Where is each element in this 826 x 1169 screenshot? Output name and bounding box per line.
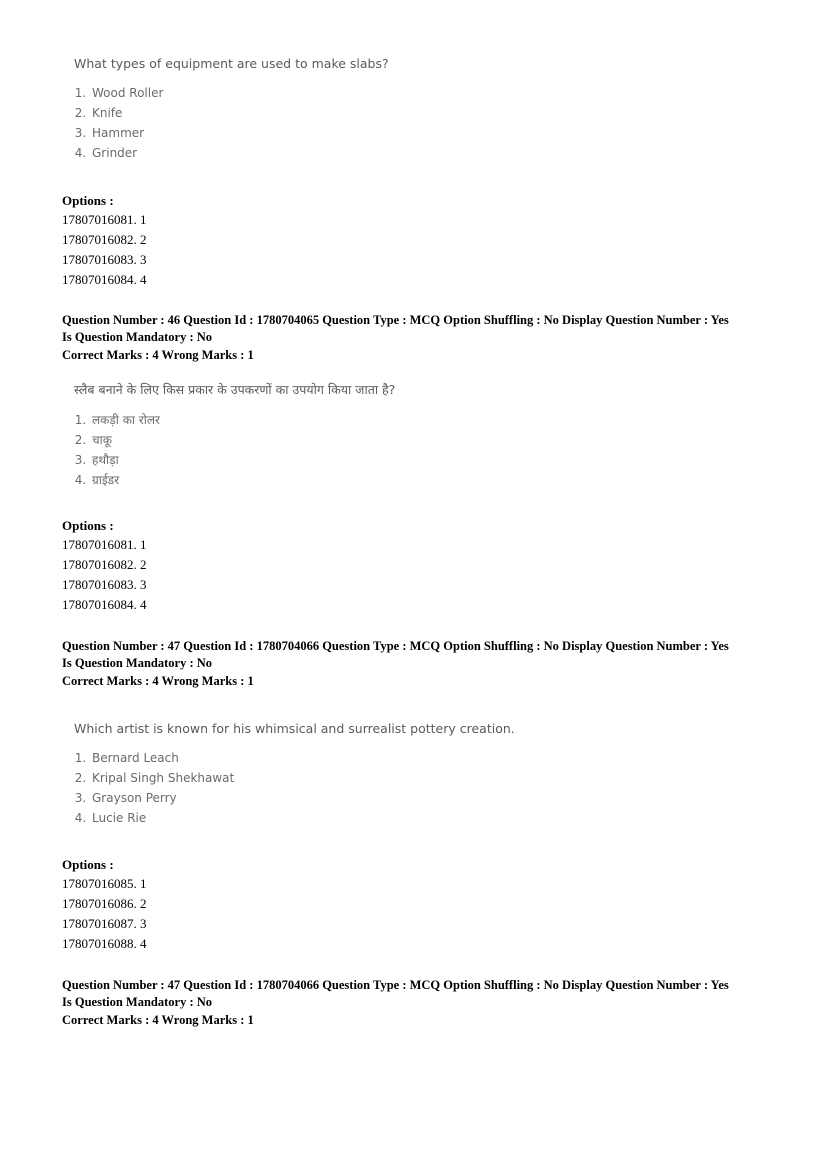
question-text: Which artist is known for his whimsical and surrealist pottery creation. [74, 721, 515, 736]
choice-list [74, 83, 389, 163]
question-meta-47-repeat [62, 977, 782, 1029]
option-row: 17807016088. 4 [62, 936, 147, 951]
choice-item: 1. लकड़ी का रोलर [90, 410, 395, 430]
question-text: स्लैब बनाने के लिए किस प्रकार के उपकरणों का उपयोग किया जाता है? [74, 382, 396, 397]
option-row: 17807016082. 2 [62, 557, 147, 572]
option-row: 17807016084. 4 [62, 597, 147, 612]
question-meta-47 [62, 638, 782, 690]
meta-line: Correct Marks : 4 Wrong Marks : 1 [62, 674, 254, 688]
option-row: 17807016087. 3 [62, 916, 147, 931]
options-heading: Options : [62, 193, 114, 208]
option-row: 17807016081. 1 [62, 212, 147, 227]
options-block [62, 516, 147, 615]
choice-item: 2. Kripal Singh Shekhawat [90, 768, 515, 788]
option-row: 17807016081. 1 [62, 537, 147, 552]
question-image-artist [74, 721, 515, 828]
meta-line: Question Number : 47 Question Id : 1780704066 Question Type : MCQ Option Shuffling : No Display Question Number : Yes [62, 639, 729, 653]
meta-line: Question Number : 46 Question Id : 1780704065 Question Type : MCQ Option Shuffling : No Display Question Number : Yes [62, 313, 729, 327]
choice-item: 4. Lucie Rie [90, 808, 515, 828]
choice-item: 1. Wood Roller [90, 83, 389, 103]
option-row: 17807016085. 1 [62, 876, 147, 891]
choice-list [74, 410, 395, 490]
question-meta-46 [62, 312, 782, 364]
choice-item: 3. हथौड़ा [90, 450, 395, 470]
option-row: 17807016082. 2 [62, 232, 147, 247]
choice-item: 1. Bernard Leach [90, 748, 515, 768]
choice-item: 3. Grayson Perry [90, 788, 515, 808]
choice-item: 2. चाकू [90, 430, 395, 450]
meta-line: Is Question Mandatory : No [62, 656, 213, 670]
option-row: 17807016083. 3 [62, 252, 147, 267]
options-heading: Options : [62, 857, 114, 872]
option-row: 17807016083. 3 [62, 577, 147, 592]
choice-item: 3. Hammer [90, 123, 389, 143]
options-heading: Options : [62, 518, 114, 533]
option-row: 17807016084. 4 [62, 272, 147, 287]
meta-line: Correct Marks : 4 Wrong Marks : 1 [62, 1013, 254, 1027]
meta-line: Is Question Mandatory : No [62, 330, 213, 344]
choice-item: 4. Grinder [90, 143, 389, 163]
meta-line: Is Question Mandatory : No [62, 995, 213, 1009]
option-row: 17807016086. 2 [62, 896, 147, 911]
question-text: What types of equipment are used to make slabs? [74, 56, 389, 71]
choice-item: 4. ग्राईडर [90, 470, 395, 490]
options-block [62, 191, 147, 290]
meta-line: Question Number : 47 Question Id : 1780704066 Question Type : MCQ Option Shuffling : No Display Question Number : Yes [62, 978, 729, 992]
question-image-hindi [74, 381, 395, 490]
options-block [62, 855, 147, 954]
question-image-equipment [74, 56, 389, 163]
choice-list [74, 748, 515, 828]
meta-line: Correct Marks : 4 Wrong Marks : 1 [62, 348, 254, 362]
choice-item: 2. Knife [90, 103, 389, 123]
